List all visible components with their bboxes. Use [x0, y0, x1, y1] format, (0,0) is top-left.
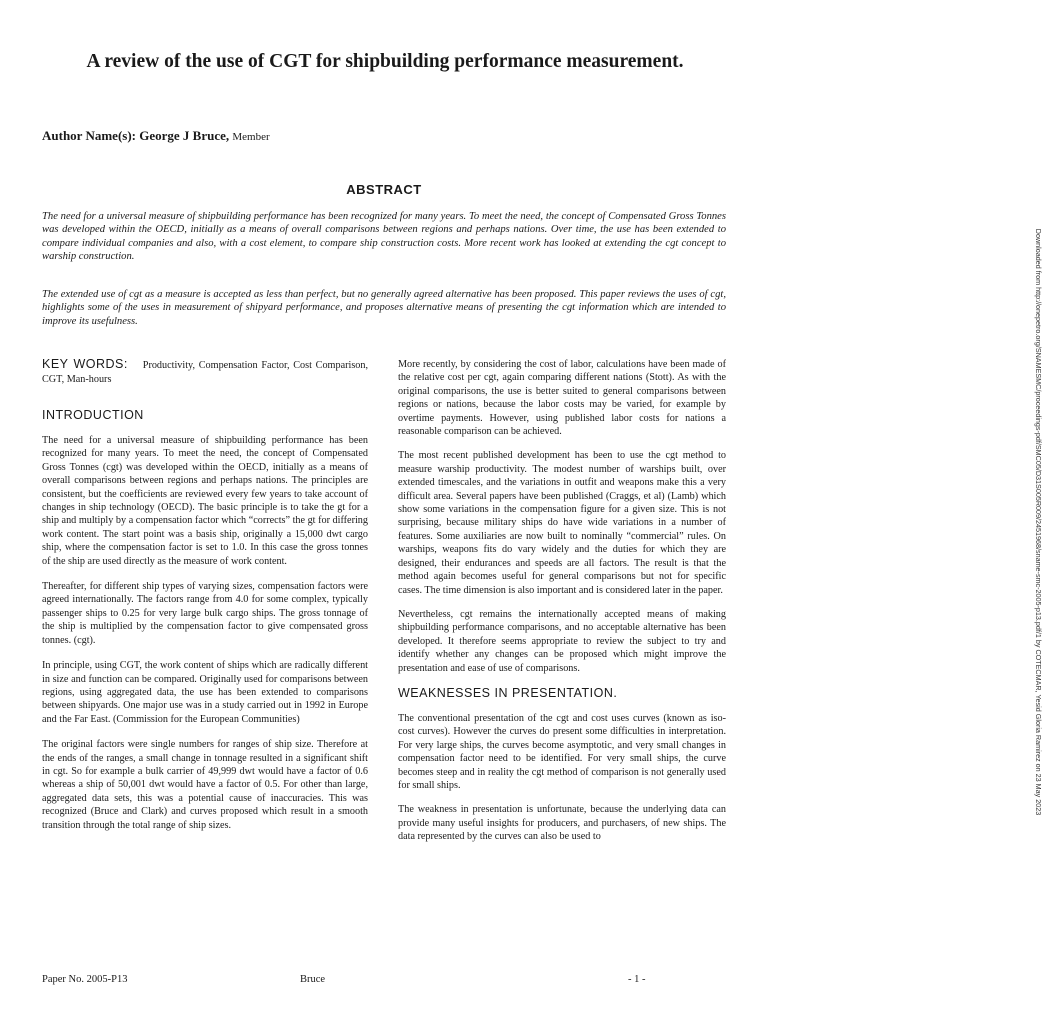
weaknesses-heading: WEAKNESSES IN PRESENTATION.	[398, 685, 618, 700]
keywords-text: Productivity, Compensation Factor, Cost Comparison, CGT, Man-hours	[42, 360, 369, 385]
keywords-label: KEY WORDS:	[42, 357, 128, 371]
introduction-paragraph-4: The original factors were single numbers for ranges of ship size. Therefore at the ends of the ranges, a small change in tonnage resulted in a significant shift in cgt. So for example a bulk carrier of 49,999 dwt would have a factor of 0.6 whereas a ship of 50,001 dwt would have a factor of 0.5. For other than large, aggregated data sets, this was a potential cause of inaccuracies. This was recognized (Bruce and Clark) and curves proposed which result in a smooth transition through the total range of ship sizes.	[42, 739, 368, 831]
introduction-paragraph-1: The need for a universal measure of shipbuilding performance has been recognized for many years. To meet the need, the concept of Compensated Gross Tonnes (cgt) was developed within the OECD, initially as a means of overall comparisons between regions and perhaps nations. The principles are consistent, but the coefficients are reviewed every few years to take account of changes in ship technology (OECD). The basic principle is to take the gt for a ship and multiply by a compensation factor which “corrects” the gt for differing work content. The start point was a basis ship, originally a 15,000 dwt cargo ship, where the compensation factor is set to 1.0. In this case the gross tonnes of the ship are used directly as the measure of work content.	[42, 435, 368, 567]
abstract-heading: ABSTRACT	[346, 182, 422, 197]
abstract-paragraph-2: The extended use of cgt as a measure is accepted as less than perfect, but no generally agreed alternative has been proposed. This paper reviews the uses of cgt, highlights some of the uses in measurement of shipyard performance, and proposes alternative means of presenting the cgt information which are intended to improve its usefulness.	[42, 289, 726, 327]
right-column	[398, 358, 726, 855]
right-paragraph-4: The conventional presentation of the cgt and cost uses curves (known as iso-cost curves). However the curves do present some difficulties in interpretation. For very large ships, the curves become asymptotic, and very small changes in compensation factor need to be identified. For very small ships, the curve becomes steep and in reality the cgt method of comparison is not generally used for small ships.	[398, 712, 726, 791]
footer-paper-number: Paper No. 2005-P13	[42, 974, 128, 985]
introduction-paragraph-2: Thereafter, for different ship types of varying sizes, compensation factors were agreed internationally. The factors range from 4.0 for some complex, typically passenger ships to 0.25 for very large bulk cargo ships. The gross tonnage of the ship is multiplied by the compensation factor to give compensated gross tonnes. (cgt).	[42, 581, 368, 646]
right-paragraph-5: The weakness in presentation is unfortunate, because the underlying data can provide many useful insights for producers, and purchasers, of new ships. The data represented by the curves can also be used to	[398, 804, 726, 843]
abstract-paragraph-1: The need for a universal measure of shipbuilding performance has been recognized for many years. To meet the need, the concept of Compensated Gross Tonnes was developed within the OECD, initially as a means of overall comparisons between regions and perhaps nations. Over time, the use has been extended to compare individual companies and also, with a cost element, to compare ship construction costs. More recent work has looked at extending the cgt concept to warship construction.	[42, 211, 726, 263]
download-watermark: Downloaded from http://onepetro.org/SNAMESMC/proceedings-pdf/SMC05/D31S005R009/2451968/sname-smc-2005-p13.pdf/1 by COTECMAR, Yesid Gloria Ramirez on 23 May 2023	[1034, 228, 1043, 816]
keywords	[42, 358, 368, 386]
footer-page-number: - 1 -	[628, 974, 646, 985]
introduction-paragraph-3: In principle, using CGT, the work content of ships which are radically different in size and function can be compared. Originally used for comparisons between regions, using aggregated data, the use has been extended to comparisons between shipyards. One major use was in a study carried out in 1992 in Europe and the Far East. (Commission for the European Communities)	[42, 660, 368, 725]
introduction-heading: INTRODUCTION	[42, 408, 144, 422]
author-name: Author Name(s): George J Bruce,	[42, 128, 230, 143]
author-line	[42, 128, 270, 144]
right-paragraph-2: The most recent published development has been to use the cgt method to measure warship productivity. The modest number of warships built, over extended timescales, and the variations in outfit and weapons make this a very difficult area. Several papers have been published (Craggs, et al) (Lamb) which show some variations in the compensation figure for a given size. This is not surprising, because military ships do have wide variations in a number of features. Some auxiliaries are now built to nominally “commercial” rules. On warships, weapons fits do vary widely and the duties for which they are designed, their endurances and speeds are all factors. The result is that the method again becomes useful for general comparisons but not for specific cases. The time dimension is also important and is considered later in the paper.	[398, 450, 726, 596]
right-paragraph-3: Nevertheless, cgt remains the internationally accepted means of making shipbuilding performance comparisons, and no acceptable alternative has been developed. It therefore seems appropriate to review the subject to try and identify whether any changes can be proposed which might improve the presentation and ease of use of comparisons.	[398, 608, 726, 674]
paper-title: A review of the use of CGT for shipbuilding performance measurement.	[86, 51, 684, 72]
right-paragraph-1: More recently, by considering the cost of labor, calculations have been made of the relative cost per cgt, again comparing different nations (Stott). As with the original comparisons, the use is better suited to general comparisons between regions or nations, because the labor costs may be varied, for example by overtime payments. However, using published labor costs for nations a reasonable comparison can be achieved.	[398, 359, 726, 438]
left-column	[42, 358, 368, 844]
author-role: Member	[232, 131, 270, 143]
footer-author: Bruce	[300, 974, 326, 985]
